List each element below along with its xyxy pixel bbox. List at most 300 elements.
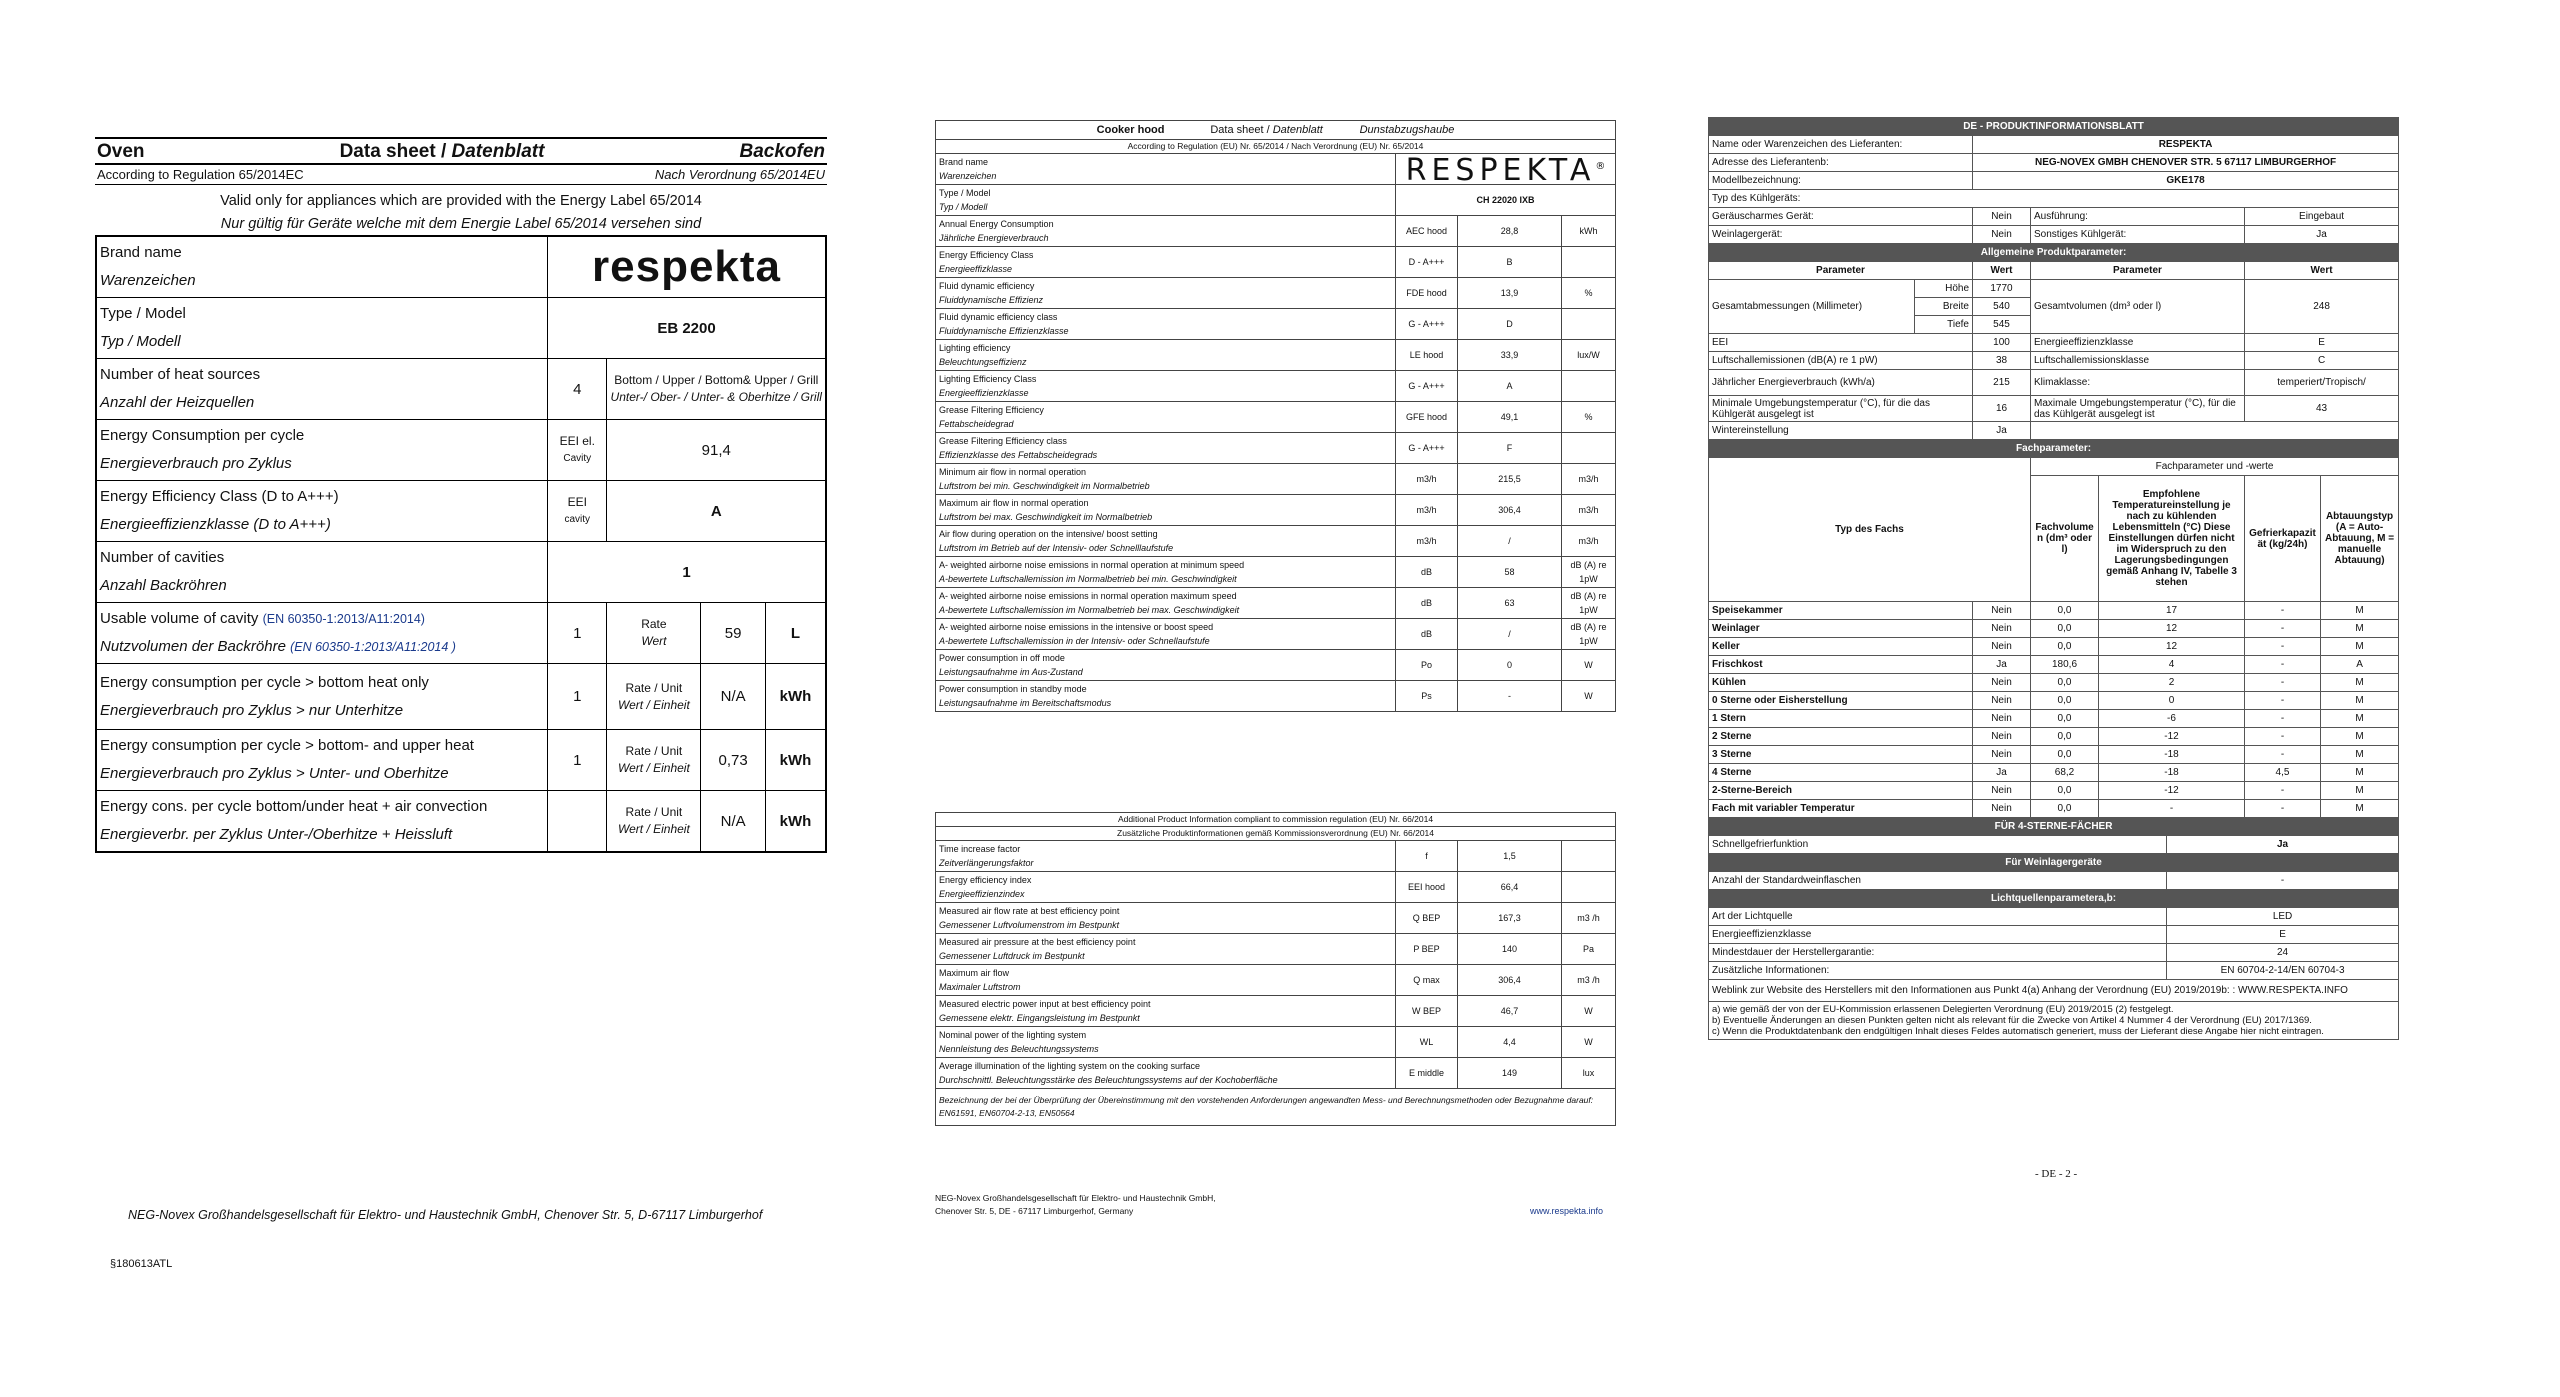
row-label-de: Fluiddynamische Effizienzklasse	[939, 326, 1069, 336]
row-unit: W	[1562, 1027, 1616, 1058]
fridge-param-header: Parameter	[1709, 262, 1973, 280]
table-row	[96, 542, 826, 603]
comp-present: Ja	[1973, 656, 2031, 674]
comp-temp: -18	[2099, 764, 2245, 782]
comp-freeze: -	[2245, 692, 2321, 710]
oven-validity-de: Nur gültig für Geräte welche mit dem Energie Label 65/2014 versehen sind	[220, 216, 702, 232]
row-symbol: D - A+++	[1396, 247, 1458, 278]
row-label: Energy efficiency index	[939, 875, 1032, 885]
oven-type-label: Type / Model	[100, 305, 186, 322]
row-symbol: G - A+++	[1396, 433, 1458, 464]
row-unit: %	[1562, 278, 1616, 309]
oven-bu-value: 0,73	[701, 730, 766, 791]
comp-temp: -12	[2099, 782, 2245, 800]
comp-defrost: M	[2321, 602, 2399, 620]
row-symbol: W BEP	[1396, 996, 1458, 1027]
table-row	[936, 557, 1616, 588]
row-label-de: Maximaler Luftstrom	[939, 982, 1021, 992]
fridge-param-header2: Parameter	[2031, 262, 2245, 280]
fridge-address: NEG-NOVEX GMBH CHENOVER STR. 5 67117 LIMBURGERHOF	[1973, 154, 2399, 172]
row-symbol: Q BEP	[1396, 903, 1458, 934]
table-row	[936, 154, 1616, 185]
comp-temp: 4	[2099, 656, 2245, 674]
comp-name: Speisekammer	[1709, 602, 1973, 620]
fridge-light-class-label: Energieeffizienzklasse	[1709, 926, 2167, 944]
table-row	[1709, 692, 2399, 710]
comp-present: Nein	[1973, 710, 2031, 728]
row-label: Power consumption in off mode	[939, 653, 1065, 663]
row-label-de: Typ / Modell	[939, 202, 988, 212]
comp-defrost: M	[2321, 620, 2399, 638]
row-unit	[1562, 841, 1616, 872]
comp-freeze: -	[2245, 656, 2321, 674]
row-label-de: Gemessener Luftvolumenstrom im Bestpunkt	[939, 920, 1120, 930]
fridge-comp-defrost-header: Abtauungstyp (A = Auto-Abtauung, M = manuelle Abtauung)	[2321, 476, 2399, 602]
table-row	[1709, 136, 2399, 154]
table-row	[1709, 334, 2399, 352]
row-label: Time increase factor	[939, 844, 1021, 854]
row-label-de: Gemessener Luftdruck im Bestpunkt	[939, 951, 1085, 961]
oven-header-left: Oven	[97, 141, 145, 162]
comp-volume: 0,0	[2031, 782, 2099, 800]
comp-defrost: M	[2321, 782, 2399, 800]
row-unit: m3/h	[1562, 526, 1616, 557]
row-unit: m3 /h	[1562, 965, 1616, 996]
comp-present: Nein	[1973, 674, 2031, 692]
row-label-de: Zeitverlängerungsfaktor	[939, 858, 1034, 868]
row-unit: W	[1562, 650, 1616, 681]
table-row	[1709, 262, 2399, 280]
fridge-page-number: - DE - 2 -	[2035, 1168, 2078, 1180]
oven-eec-label-de: Energieeffizienzklasse (D to A+++)	[100, 516, 331, 533]
comp-defrost: M	[2321, 728, 2399, 746]
comp-present: Nein	[1973, 800, 2031, 818]
row-unit	[1562, 247, 1616, 278]
oven-model: EB 2200	[548, 298, 826, 359]
oven-brand-label-de: Warenzeichen	[100, 272, 196, 289]
row-unit: m3/h	[1562, 464, 1616, 495]
fridge-eek-label: Energieeffizienzklasse	[2031, 334, 2245, 352]
row-value: 13,9	[1458, 278, 1562, 309]
hood-url-link[interactable]: www.respekta.info	[1530, 1206, 1604, 1216]
hood-footer-line2: Chenover Str. 5, DE - 67117 Limburgerhof, Germany	[935, 1206, 1134, 1216]
fridge-height: 1770	[1973, 280, 2031, 298]
hood-additional-title: Additional Product Information compliant to commission regulation (EU) Nr. 66/2014	[936, 813, 1616, 827]
row-value: 215,5	[1458, 464, 1562, 495]
fridge-noise-label: Luftschallemissionen (dB(A) re 1 pW)	[1709, 352, 1973, 370]
row-symbol: E middle	[1396, 1058, 1458, 1089]
oven-regulation-de: Nach Verordnung 65/2014EU	[654, 167, 825, 182]
row-label: Type / Model	[939, 188, 991, 198]
row-label: Maximum air flow	[939, 968, 1010, 978]
table-row	[1709, 638, 2399, 656]
comp-defrost: M	[2321, 800, 2399, 818]
comp-name: 2-Sterne-Bereich	[1709, 782, 1973, 800]
comp-temp: -12	[2099, 728, 2245, 746]
fridge-value-header: Wert	[1973, 262, 2031, 280]
table-row	[936, 841, 1616, 872]
comp-temp: 17	[2099, 602, 2245, 620]
row-label-de: A-bewertete Luftschallemission im Normalbetrieb bei min. Geschwindigkeit	[939, 574, 1237, 584]
oven-bottom-label-de: Energieverbrauch pro Zyklus > nur Unterhitze	[100, 701, 404, 719]
fridge-bottles-label: Anzahl der Standardweinflaschen	[1709, 872, 2167, 890]
comp-freeze: -	[2245, 746, 2321, 764]
comp-volume: 0,0	[2031, 728, 2099, 746]
fridge-volume: 248	[2245, 280, 2399, 334]
row-symbol: GFE hood	[1396, 402, 1458, 433]
fridge-quickfreeze: Ja	[2167, 836, 2399, 854]
table-row	[936, 1058, 1616, 1089]
row-label: Measured air pressure at the best efficiency point	[939, 937, 1136, 947]
table-row	[96, 730, 826, 791]
row-label-de: Warenzeichen	[939, 171, 997, 181]
row-symbol: G - A+++	[1396, 371, 1458, 402]
table-row	[96, 420, 826, 481]
fridge-climate: temperiert/Tropisch/	[2245, 370, 2399, 396]
fridge-table	[1708, 117, 2399, 1040]
comp-present: Ja	[1973, 764, 2031, 782]
fridge-comp-values-header: Fachparameter und -werte	[2031, 458, 2399, 476]
fridge-comp-volume-header: Fachvolumen (dm³ oder l)	[2031, 476, 2099, 602]
fridge-note-c: c) Wenn die Produktdatenbank den endgültigen Inhalt dieses Feldes automatisch generiert, muss der Lieferant diese Angabe hier nicht eintragen.	[1712, 1026, 2324, 1037]
table-row	[936, 340, 1616, 371]
row-value: 4,4	[1458, 1027, 1562, 1058]
oven-cavities-label-de: Anzahl Backröhren	[100, 577, 227, 594]
row-symbol: Q max	[1396, 965, 1458, 996]
row-unit: lux	[1562, 1058, 1616, 1089]
fridge-depth-label: Tiefe	[1915, 316, 1973, 334]
row-label-de: Leistungsaufnahme im Aus-Zustand	[939, 667, 1083, 677]
oven-heat-options: Bottom / Upper / Bottom& Upper / Grill	[614, 373, 819, 387]
row-value: 167,3	[1458, 903, 1562, 934]
brand-logo: RESPEKTA	[1405, 153, 1596, 185]
row-label: Nominal power of the lighting system	[939, 1030, 1087, 1040]
row-symbol: f	[1396, 841, 1458, 872]
fridge-compartment-params: Fachparameter:	[1709, 440, 2399, 458]
row-label-de: Energieeffizklasse	[939, 264, 1013, 274]
table-row	[1709, 926, 2399, 944]
comp-present: Nein	[1973, 620, 2031, 638]
oven-ec-label-de: Energieverbrauch pro Zyklus	[100, 455, 292, 472]
oven-volume-unit: L	[765, 603, 826, 664]
table-row	[96, 236, 826, 298]
row-unit: %	[1562, 402, 1616, 433]
comp-volume: 0,0	[2031, 710, 2099, 728]
comp-volume: 0,0	[2031, 638, 2099, 656]
fridge-weblink[interactable]: Weblink zur Website des Herstellers mit den Informationen aus Punkt 4(a) Anhang der Verordnung (EU) 2019/2019b: : WWW.RESPEKTA.INFO	[1709, 980, 2399, 1002]
table-row	[936, 827, 1616, 841]
table-row	[936, 813, 1616, 827]
row-label-de: Luftstrom im Betrieb auf der Intensiv- oder Schnelllaufstufe	[939, 543, 1174, 553]
row-unit	[1562, 309, 1616, 340]
comp-name: Fach mit variabler Temperatur	[1709, 800, 1973, 818]
table-row	[936, 216, 1616, 247]
oven-bottom-rate: Rate / Unit	[625, 680, 683, 695]
oven-type-label-de: Typ / Modell	[100, 333, 181, 350]
fridge-design-label: Ausführung:	[2031, 208, 2245, 226]
row-label-de: Durchschnittl. Beleuchtungsstärke des Beleuchtungssystems auf der Kochoberfläche	[939, 1075, 1278, 1085]
row-value: F	[1458, 433, 1562, 464]
table-row	[1709, 782, 2399, 800]
fridge-noise-class: C	[2245, 352, 2399, 370]
row-label: A- weighted airborne noise emissions in normal operation maximum speed	[939, 591, 1237, 601]
fridge-winter: Ja	[1973, 422, 2031, 440]
fridge-note-b: b) Eventuelle Änderungen an diesen Punkten gelten nicht als relevant für die Zwecke von Artikel 4 Nummer 4 der Verordnung (EU) 2017/1369.	[1712, 1015, 2312, 1026]
table-row	[96, 481, 826, 542]
fridge-warranty-label: Mindestdauer der Herstellergarantie:	[1709, 944, 2167, 962]
table-row	[936, 309, 1616, 340]
table-row	[936, 433, 1616, 464]
row-value: 66,4	[1458, 872, 1562, 903]
oven-cavities-value: 1	[548, 542, 826, 603]
oven-eec-label: Energy Efficiency Class (D to A+++)	[100, 488, 339, 505]
oven-bu-wert: Wert / Einheit	[618, 761, 690, 775]
brand-logo: respekta	[548, 236, 826, 298]
row-label: Grease Filtering Efficiency class	[939, 436, 1067, 446]
row-symbol: dB	[1396, 557, 1458, 588]
row-label: Grease Filtering Efficiency	[939, 405, 1044, 415]
comp-name: 4 Sterne	[1709, 764, 1973, 782]
comp-defrost: M	[2321, 764, 2399, 782]
row-symbol: EEI hood	[1396, 872, 1458, 903]
oven-volume-n: 1	[548, 603, 607, 664]
table-row	[1709, 458, 2399, 476]
table-row	[1709, 980, 2399, 1002]
row-label-de: A-bewertete Luftschallemission in der Intensiv- oder Schnellaufstufe	[939, 636, 1210, 646]
row-symbol: Ps	[1396, 681, 1458, 712]
oven-bottom-label: Energy consumption per cycle > bottom heat only	[100, 673, 429, 691]
table-row	[936, 402, 1616, 433]
row-value: 306,4	[1458, 495, 1562, 526]
hood-model: CH 22020 IXB	[1396, 185, 1616, 216]
fridge-min-temp-label: Minimale Umgebungstemperatur (°C), für die das Kühlgerät ausgelegt ist	[1709, 396, 1973, 422]
row-label-de: Effizienzklasse des Fettabscheidegrads	[939, 450, 1098, 460]
oven-doc-code: §180613ATL	[110, 1258, 173, 1270]
row-value: 149	[1458, 1058, 1562, 1089]
fridge-value-header2: Wert	[2245, 262, 2399, 280]
hood-title-sheet-de: Datenblatt	[1272, 124, 1323, 136]
table-row	[1709, 172, 2399, 190]
table-row	[936, 1089, 1616, 1126]
oven-eec-unit2: cavity	[564, 514, 591, 525]
fridge-energy-label: Jährlicher Energieverbrauch (kWh/a)	[1709, 370, 1973, 396]
fridge-light-type: LED	[2167, 908, 2399, 926]
comp-present: Nein	[1973, 602, 2031, 620]
hood-title-de: Dunstabzugshaube	[1359, 124, 1455, 136]
hood-additional-info	[935, 812, 1615, 1126]
oven-conv-label: Energy cons. per cycle bottom/under heat + air convection	[100, 798, 488, 815]
row-value: 0	[1458, 650, 1562, 681]
comp-defrost: M	[2321, 674, 2399, 692]
row-label: Measured air flow rate at best efficiency point	[939, 906, 1120, 916]
table-row	[936, 526, 1616, 557]
oven-validity-en: Valid only for appliances which are provided with the Energy Label 65/2014	[220, 193, 702, 209]
comp-freeze: -	[2245, 602, 2321, 620]
oven-header-right: Backofen	[739, 141, 825, 162]
comp-name: 0 Sterne oder Eisherstellung	[1709, 692, 1973, 710]
row-value: 49,1	[1458, 402, 1562, 433]
fridge-light-type-label: Art der Lichtquelle	[1709, 908, 2167, 926]
hood-datasheet	[935, 120, 1615, 712]
fridge-height-label: Höhe	[1915, 280, 1973, 298]
table-row	[96, 603, 826, 664]
fridge-dimensions-label: Gesamtabmessungen (Millimeter)	[1709, 280, 1915, 334]
row-label-de: Luftstrom bei min. Geschwindigkeit im Normalbetrieb	[939, 481, 1150, 491]
row-label: Fluid dynamic efficiency	[939, 281, 1035, 291]
oven-brand-label: Brand name	[100, 244, 182, 261]
row-unit	[1562, 371, 1616, 402]
comp-present: Nein	[1973, 746, 2031, 764]
row-value: 58	[1458, 557, 1562, 588]
row-unit: W	[1562, 996, 1616, 1027]
row-value: 63	[1458, 588, 1562, 619]
comp-freeze: 4,5	[2245, 764, 2321, 782]
fridge-general-params: Allgemeine Produktparameter:	[1709, 244, 2399, 262]
fridge-energy: 215	[1973, 370, 2031, 396]
fridge-model-label: Modellbezeichnung:	[1709, 172, 1973, 190]
fridge-width: 540	[1973, 298, 2031, 316]
oven-bu-rate: Rate / Unit	[625, 744, 683, 758]
row-value: B	[1458, 247, 1562, 278]
oven-conv-rate: Rate / Unit	[625, 805, 683, 819]
table-row	[936, 619, 1616, 650]
comp-volume: 0,0	[2031, 674, 2099, 692]
comp-defrost: M	[2321, 710, 2399, 728]
fridge-light-header: Lichtquellenparametera,b:	[1709, 890, 2399, 908]
row-unit: dB (A) re 1pW	[1562, 557, 1616, 588]
oven-heat-options-de: Unter-/ Ober- / Unter- & Oberhitze / Grill	[610, 390, 822, 404]
oven-ec-unit2: Cavity	[563, 453, 592, 464]
oven-bu-label-de: Energieverbrauch pro Zyklus > Unter- und Oberhitze	[100, 765, 449, 782]
comp-temp: 0	[2099, 692, 2245, 710]
fridge-volume-label: Gesamtvolumen (dm³ oder l)	[2031, 280, 2245, 334]
row-label: A- weighted airborne noise emissions in the intensive or boost speed	[939, 622, 1214, 632]
table-row	[1709, 728, 2399, 746]
table-row	[1709, 422, 2399, 440]
oven-heat-value: 4	[548, 359, 607, 420]
row-label-de: Fettabscheidegrad	[939, 419, 1014, 429]
table-row	[1709, 280, 2399, 298]
row-symbol: dB	[1396, 588, 1458, 619]
oven-bottom-unit: kWh	[765, 664, 826, 730]
oven-bu-unit: kWh	[765, 730, 826, 791]
comp-name: 1 Stern	[1709, 710, 1973, 728]
table-row	[1709, 370, 2399, 396]
comp-name: 2 Sterne	[1709, 728, 1973, 746]
row-symbol: G - A+++	[1396, 309, 1458, 340]
fridge-comp-type-header: Typ des Fachs	[1709, 458, 2031, 602]
oven-datasheet	[95, 137, 827, 853]
oven-conv-unit: kWh	[765, 791, 826, 853]
row-label: Minimum air flow in normal operation	[939, 467, 1087, 477]
oven-header	[95, 137, 827, 165]
oven-header-center: Data sheet /	[339, 141, 452, 162]
hood-additional-table	[935, 812, 1616, 1126]
comp-temp: -6	[2099, 710, 2245, 728]
table-row	[96, 359, 826, 420]
row-label-de: Energieeffizienzklasse	[939, 388, 1029, 398]
oven-heat-label-de: Anzahl der Heizquellen	[100, 394, 255, 411]
row-label: Air flow during operation on the intensive/ boost setting	[939, 529, 1158, 539]
row-label-de: Jährliche Energieverbrauch	[939, 233, 1049, 243]
table-row	[1709, 872, 2399, 890]
table-row	[936, 650, 1616, 681]
table-row	[1709, 226, 2399, 244]
comp-present: Nein	[1973, 782, 2031, 800]
oven-volume-wert: Wert	[641, 634, 667, 648]
comp-temp: 2	[2099, 674, 2245, 692]
comp-temp: -	[2099, 800, 2245, 818]
fridge-noise: 38	[1973, 352, 2031, 370]
fridge-address-label: Adresse des Lieferantenb:	[1709, 154, 1973, 172]
fridge-title: DE - PRODUKTINFORMATIONSBLATT	[1709, 118, 2399, 136]
row-label: Lighting efficiency	[939, 343, 1011, 353]
fridge-design-value: Eingebaut	[2245, 208, 2399, 226]
oven-table	[95, 235, 827, 853]
table-row	[936, 588, 1616, 619]
oven-bottom-n: 1	[548, 664, 607, 730]
row-unit: Pa	[1562, 934, 1616, 965]
comp-temp: -18	[2099, 746, 2245, 764]
oven-bottom-value: N/A	[701, 664, 766, 730]
table-row	[936, 965, 1616, 996]
table-row	[96, 298, 826, 359]
comp-freeze: -	[2245, 782, 2321, 800]
fridge-eei: 100	[1973, 334, 2031, 352]
row-label-de: Luftstrom bei max. Geschwindigkeit im Normalbetrieb	[939, 512, 1153, 522]
oven-regulation	[95, 165, 827, 185]
comp-freeze: -	[2245, 710, 2321, 728]
oven-bottom-wert: Wert / Einheit	[618, 697, 690, 712]
row-value: -	[1458, 681, 1562, 712]
oven-conv-value: N/A	[701, 791, 766, 853]
comp-name: 3 Sterne	[1709, 746, 1973, 764]
table-row	[1709, 656, 2399, 674]
row-label: A- weighted airborne noise emissions in normal operation at minimum speed	[939, 560, 1245, 570]
row-unit: dB (A) re 1pW	[1562, 588, 1616, 619]
row-symbol: AEC hood	[1396, 216, 1458, 247]
hood-additional-title-de: Zusätzliche Produktinformationen gemäß Kommissionsverordnung (EU) Nr. 66/2014	[936, 827, 1616, 841]
fridge-other-label: Sonstiges Kühlgerät:	[2031, 226, 2245, 244]
fridge-quiet-label: Geräuscharmes Gerät:	[1709, 208, 1973, 226]
table-row	[936, 185, 1616, 216]
fridge-comp-freeze-header: Gefrierkapazität (kg/24h)	[2245, 476, 2321, 602]
fridge-model: GKE178	[1973, 172, 2399, 190]
fridge-other-value: Ja	[2245, 226, 2399, 244]
row-value: 46,7	[1458, 996, 1562, 1027]
row-value: /	[1458, 526, 1562, 557]
row-label: Brand name	[939, 157, 989, 167]
comp-present: Nein	[1973, 638, 2031, 656]
fridge-note-a: a) wie gemäß der von der EU-Kommission erlassenen Delegierten Verordnung (EU) 2019/2015 (2) festgelegt.	[1712, 1004, 2174, 1015]
comp-temp: 12	[2099, 638, 2245, 656]
hood-title: Cooker hood	[1096, 124, 1165, 136]
table-row	[1709, 154, 2399, 172]
fridge-supplier-label: Name oder Warenzeichen des Lieferanten:	[1709, 136, 1973, 154]
table-row	[936, 278, 1616, 309]
table-row	[1709, 944, 2399, 962]
fridge-warranty: 24	[2167, 944, 2399, 962]
oven-heat-label: Number of heat sources	[100, 366, 261, 383]
fridge-depth: 545	[1973, 316, 2031, 334]
table-row	[936, 247, 1616, 278]
fridge-supplier: RESPEKTA	[1973, 136, 2399, 154]
table-row	[936, 495, 1616, 526]
fridge-light-class: E	[2167, 926, 2399, 944]
fridge-bottles: -	[2167, 872, 2399, 890]
fridge-wine-header: Für Weinlagergeräte	[1709, 854, 2399, 872]
row-symbol: m3/h	[1396, 495, 1458, 526]
